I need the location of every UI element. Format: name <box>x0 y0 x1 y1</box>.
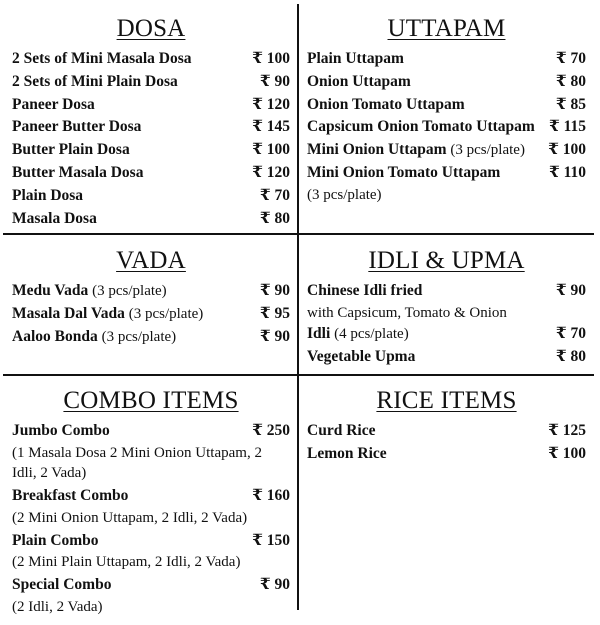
section-dosa <box>12 14 290 230</box>
section-combo-items <box>12 386 290 619</box>
item-name: Butter Plain Dosa <box>12 141 130 159</box>
item-price: ₹ 150 <box>252 531 290 549</box>
item-price: ₹ 70 <box>259 186 290 204</box>
item-price: ₹ 110 <box>548 163 586 181</box>
item-name: Capsicum Onion Tomato Uttapam <box>307 118 535 136</box>
menu-item <box>307 420 586 443</box>
item-name: Onion Uttapam <box>307 72 411 90</box>
item-price: ₹ 115 <box>548 118 586 136</box>
item-price: ₹ 80 <box>259 209 290 227</box>
item-price: ₹ 95 <box>259 304 290 322</box>
right-divider-2 <box>298 374 594 376</box>
item-price: ₹ 90 <box>259 576 290 594</box>
item-name: 2 Sets of Mini Masala Dosa <box>12 50 192 67</box>
menu-item <box>12 48 290 71</box>
menu-item <box>12 420 290 483</box>
menu-item <box>307 323 586 346</box>
item-name-text: Idli <box>307 324 331 342</box>
item-price: ₹ 85 <box>555 95 586 113</box>
item-name <box>12 326 176 349</box>
item-note: (3 pcs/plate) <box>92 283 167 299</box>
item-price: ₹ 70 <box>555 324 586 342</box>
menu-item <box>12 208 290 231</box>
item-price: ₹ 100 <box>548 141 586 159</box>
item-price: ₹ 80 <box>555 72 586 90</box>
item-name <box>307 139 525 162</box>
menu-item <box>12 185 290 208</box>
item-name: Lemon Rice <box>307 444 387 462</box>
item-price: ₹ 100 <box>252 50 290 67</box>
section-idli-upma <box>307 246 586 368</box>
item-description: (1 Masala Dosa 2 Mini Onion Uttapam, 2 Idli, 2 Vada) <box>12 444 262 481</box>
item-description: (2 Idli, 2 Vada) <box>12 599 103 616</box>
section-title: IDLI & UPMA <box>368 247 525 274</box>
menu-item <box>12 280 290 303</box>
item-price: ₹ 90 <box>259 327 290 345</box>
item-price: ₹ 90 <box>555 282 586 299</box>
section-uttapam <box>307 14 586 205</box>
menu-item <box>12 303 290 326</box>
menu-item <box>307 94 586 117</box>
item-price: ₹ 100 <box>548 444 586 462</box>
item-price: ₹ 80 <box>555 347 586 365</box>
item-note: (3 pcs/plate) <box>128 305 204 322</box>
menu-item <box>307 48 586 71</box>
item-name <box>12 280 167 303</box>
item-description: (3 pcs/plate) <box>307 186 382 203</box>
menu-item <box>12 574 290 617</box>
menu-item <box>12 530 290 573</box>
section-title: DOSA <box>116 15 186 42</box>
menu-item <box>307 71 586 94</box>
menu-item <box>12 326 290 349</box>
item-name: Butter Masala Dosa <box>12 163 144 181</box>
menu-item <box>12 94 290 117</box>
item-price: ₹ 250 <box>252 422 290 439</box>
item-name: Breakfast Combo <box>12 486 129 504</box>
item-name: Plain Uttapam <box>307 50 404 67</box>
item-price: ₹ 100 <box>252 141 290 159</box>
item-name-text: Aaloo Bonda <box>12 327 98 345</box>
section-vada <box>12 246 290 348</box>
left-divider-1 <box>3 233 298 235</box>
item-name: Paneer Butter Dosa <box>12 118 142 136</box>
item-name-text: Mini Onion Uttapam <box>307 141 447 159</box>
menu-item <box>307 139 586 162</box>
item-price: ₹ 145 <box>252 118 290 136</box>
menu-item <box>12 71 290 94</box>
item-description: with Capsicum, Tomato & Onion <box>307 304 507 321</box>
item-name: Plain Combo <box>12 531 99 549</box>
section-title: RICE ITEMS <box>376 387 517 414</box>
item-description: (2 Mini Onion Uttapam, 2 Idli, 2 Vada) <box>12 509 248 526</box>
item-name: Special Combo <box>12 576 112 594</box>
item-name: 2 Sets of Mini Plain Dosa <box>12 72 178 90</box>
section-title: COMBO ITEMS <box>63 387 239 414</box>
item-description: (2 Mini Plain Uttapam, 2 Idli, 2 Vada) <box>12 554 241 571</box>
menu-item <box>307 443 586 466</box>
item-name: Plain Dosa <box>12 186 84 204</box>
right-divider-1 <box>298 233 594 235</box>
menu-item <box>307 116 586 139</box>
menu-item <box>307 162 586 185</box>
menu-item <box>12 139 290 162</box>
section-title: VADA <box>116 247 186 274</box>
vertical-divider <box>297 4 299 610</box>
item-name-text: Masala Dal Vada <box>12 304 125 322</box>
item-note: (3 pcs/plate) <box>450 142 525 159</box>
item-name: Onion Tomato Uttapam <box>307 95 465 113</box>
menu-item <box>12 116 290 139</box>
item-price: ₹ 90 <box>259 282 290 299</box>
item-name: Vegetable Upma <box>307 347 416 365</box>
item-name: Chinese Idli fried <box>307 282 423 299</box>
menu-item <box>307 280 586 303</box>
item-name: Jumbo Combo <box>12 422 110 439</box>
item-name: Mini Onion Tomato Uttapam <box>307 163 501 181</box>
section-rice-items <box>307 386 586 466</box>
menu-item <box>12 162 290 185</box>
item-name <box>12 303 203 326</box>
item-note: (4 pcs/plate) <box>334 325 409 342</box>
item-price: ₹ 90 <box>259 72 290 90</box>
item-price: ₹ 160 <box>252 486 290 504</box>
item-name: Curd Rice <box>307 422 376 439</box>
item-name-text: Medu Vada <box>12 282 89 299</box>
item-name: Masala Dosa <box>12 209 97 227</box>
menu-item <box>12 485 290 528</box>
item-price: ₹ 120 <box>252 95 290 113</box>
left-divider-2 <box>3 374 298 376</box>
section-title: UTTAPAM <box>387 15 506 42</box>
item-name <box>307 323 409 346</box>
item-price: ₹ 120 <box>252 163 290 181</box>
item-price: ₹ 125 <box>548 422 586 439</box>
item-note: (3 pcs/plate) <box>101 328 177 345</box>
item-price: ₹ 70 <box>555 50 586 67</box>
item-name: Paneer Dosa <box>12 95 95 113</box>
menu-item <box>307 346 586 369</box>
